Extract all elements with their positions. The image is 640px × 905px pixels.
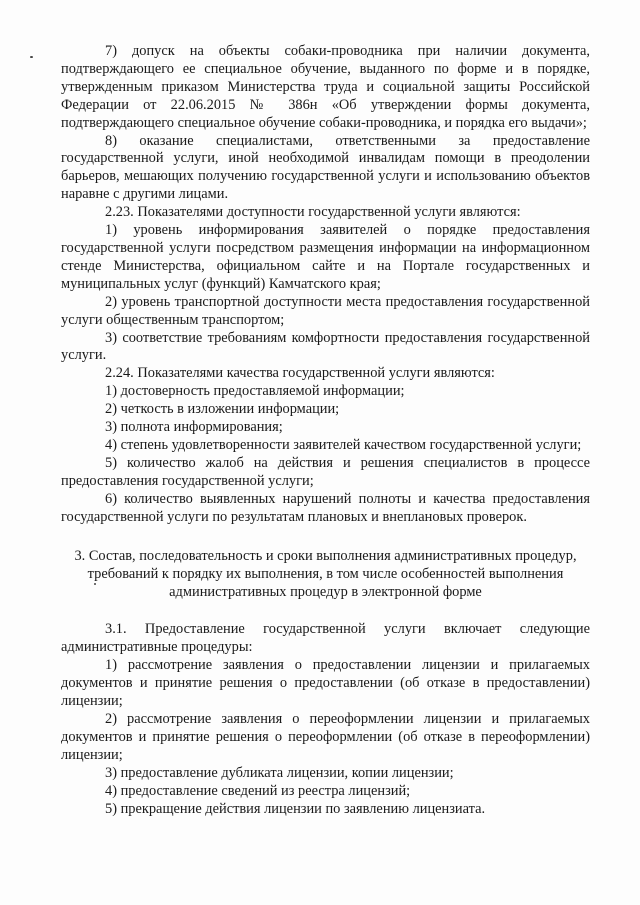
paragraph-3-1-4: 4) предоставление сведений из реестра лицензий; — [105, 782, 411, 799]
paragraph-3-1-1: 1) рассмотрение заявления о предоставлении лицензии и прилагаемых документов и принятие решения о предоставлении (об отказе в предоставлении) лицензии; — [61, 657, 590, 710]
paragraph-2-24-4: 4) степень удовлетворенности заявителей качеством государственной услуги; — [105, 436, 582, 453]
paragraph-2-23-2: 2) уровень транспортной доступности места предоставления государственной услуги общественным транспортом; — [61, 293, 590, 328]
paragraph-2-23: 2.23. Показателями доступности государственной услуги являются: — [105, 204, 521, 221]
paragraph-item-7: 7) допуск на объекты собаки-проводника при наличии документа, подтверждающего ее специальное обучение, выданного по форме и в порядке, утвержденным приказом Министерства труда и социальной защиты Российской Федерации от 22.06.2015 № 386н «Об утверждении формы документа, подтверждающего специальное обучение собаки-проводника, и порядка его выдачи»; — [61, 43, 590, 131]
paragraph-2-24-1: 1) достоверность предоставляемой информации; — [105, 383, 405, 400]
paragraph-2-23-3: 3) соответствие требованиям комфортности предоставления государственной услуги. — [61, 329, 590, 364]
section-heading: 3. Состав, последовательность и сроки выполнения административных процедур, требований к порядку их выполнения, в том числе особенностей выполнения административных процедур в электронной форме — [74, 548, 577, 601]
paragraph-3-1-5: 5) прекращение действия лицензии по заявлению лицензиата. — [105, 800, 486, 817]
paragraph-2-24-5: 5) количество жалоб на действия и решения специалистов в процессе предоставления государственной услуги; — [61, 454, 590, 489]
paragraph-3-1-3: 3) предоставление дубликата лицензии, копии лицензии; — [105, 764, 454, 781]
paragraph-2-24-2: 2) четкость в изложении информации; — [105, 401, 340, 418]
paragraph-2-23-1: 1) уровень информирования заявителей о порядке предоставления государственной услуги посредством размещения информации на информационном стенде Министерства, официальном сайте и на Портале государственных и муниципальных услуг (функций) Камчатского края; — [61, 222, 590, 292]
paragraph-2-24-3: 3) полнота информирования; — [105, 419, 283, 436]
paragraph-3-1: 3.1. Предоставление государственной услуги включает следующие административные процедуры: — [61, 621, 590, 656]
paragraph-2-24: 2.24. Показателями качества государственной услуги являются: — [105, 365, 495, 382]
paragraph-2-24-6: 6) количество выявленных нарушений полноты и качества предоставления государственной услуги по результатам плановых и внеплановых проверок. — [61, 490, 590, 525]
paragraph-3-1-2: 2) рассмотрение заявления о переоформлении лицензии и прилагаемых документов и принятие решения о переоформлении (об отказе в переоформлении) лицензии; — [61, 711, 590, 763]
scan-dot-top-left — [30, 56, 33, 58]
document-body — [61, 43, 590, 818]
paragraph-item-8: 8) оказание специалистами, ответственными за предоставление государственной услуги, иной необходимой инвалидам помощи в преодолении барьеров, мешающих получению государственной услуги и использованию объектов наравне с другими лицами. — [61, 132, 590, 203]
